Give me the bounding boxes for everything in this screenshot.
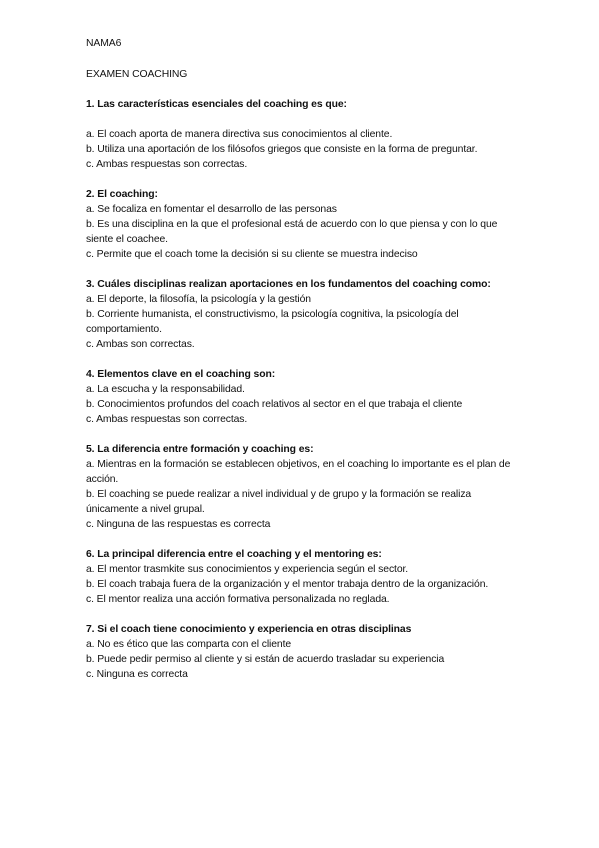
question-text: 2. El coaching: <box>86 189 158 200</box>
question-block <box>86 187 526 262</box>
blank-line <box>86 112 526 127</box>
answer-option: b. Corriente humanista, el constructivismo, la psicología cognitiva, la psicología del comportamiento. <box>86 309 459 335</box>
exam-title: EXAMEN COACHING <box>86 69 188 80</box>
answer-option: a. No es ético que las comparta con el cliente <box>86 639 292 650</box>
answer-options <box>86 292 526 352</box>
question-text: 5. La diferencia entre formación y coaching es: <box>86 444 314 455</box>
answer-options <box>86 127 526 172</box>
document-page <box>86 36 526 682</box>
answer-option: a. La escucha y la responsabilidad. <box>86 384 245 395</box>
answer-option: a. Mientras en la formación se establecen objetivos, en el coaching lo importante es el plan de acción. <box>86 459 511 485</box>
answer-option: a. Se focaliza en fomentar el desarrollo de las personas <box>86 204 337 215</box>
answer-option: c. Ambas son correctas. <box>86 339 195 350</box>
question-list <box>86 97 526 682</box>
question-text: 7. Si el coach tiene conocimiento y experiencia en otras disciplinas <box>86 624 412 635</box>
answer-option: c. Ambas respuestas son correctas. <box>86 414 248 425</box>
answer-option: c. Ambas respuestas son correctas. <box>86 159 248 170</box>
answer-options <box>86 637 526 682</box>
answer-option: a. El deporte, la filosofía, la psicología y la gestión <box>86 294 311 305</box>
question-text: 4. Elementos clave en el coaching son: <box>86 369 276 380</box>
answer-option: a. El mentor trasmkite sus conocimientos y experiencia según el sector. <box>86 564 409 575</box>
question-block <box>86 97 526 172</box>
answer-options <box>86 382 526 427</box>
answer-option: b. El coach trabaja fuera de la organización y el mentor trabaja dentro de la organización. <box>86 579 489 590</box>
question-text: 1. Las características esenciales del coaching es que: <box>86 99 347 110</box>
question-block <box>86 547 526 607</box>
answer-option: c. Permite que el coach tome la decisión si su cliente se muestra indeciso <box>86 249 418 260</box>
answer-option: b. Puede pedir permiso al cliente y si están de acuerdo trasladar su experiencia <box>86 654 445 665</box>
question-block <box>86 367 526 427</box>
question-text: 6. La principal diferencia entre el coaching y el mentoring es: <box>86 549 382 560</box>
answer-option: a. El coach aporta de manera directiva sus conocimientos al cliente. <box>86 129 393 140</box>
question-block <box>86 622 526 682</box>
question-block <box>86 442 526 532</box>
answer-options <box>86 202 526 262</box>
answer-options <box>86 562 526 607</box>
course-code: NAMA6 <box>86 38 122 49</box>
answer-option: b. Conocimientos profundos del coach relativos al sector en el que trabaja el cliente <box>86 399 463 410</box>
question-block <box>86 277 526 352</box>
answer-option: b. Utiliza una aportación de los filósofos griegos que consiste en la forma de preguntar. <box>86 144 478 155</box>
question-text: 3. Cuáles disciplinas realizan aportaciones en los fundamentos del coaching como: <box>86 279 491 290</box>
answer-option: b. El coaching se puede realizar a nivel individual y de grupo y la formación se realiza únicamente a nivel grupal. <box>86 489 472 515</box>
answer-option: b. Es una disciplina en la que el profesional está de acuerdo con lo que piensa y con lo que siente el coachee. <box>86 219 498 245</box>
answer-option: c. Ninguna de las respuestas es correcta <box>86 519 271 530</box>
answer-options <box>86 457 526 532</box>
answer-option: c. Ninguna es correcta <box>86 669 188 680</box>
answer-option: c. El mentor realiza una acción formativa personalizada no reglada. <box>86 594 390 605</box>
